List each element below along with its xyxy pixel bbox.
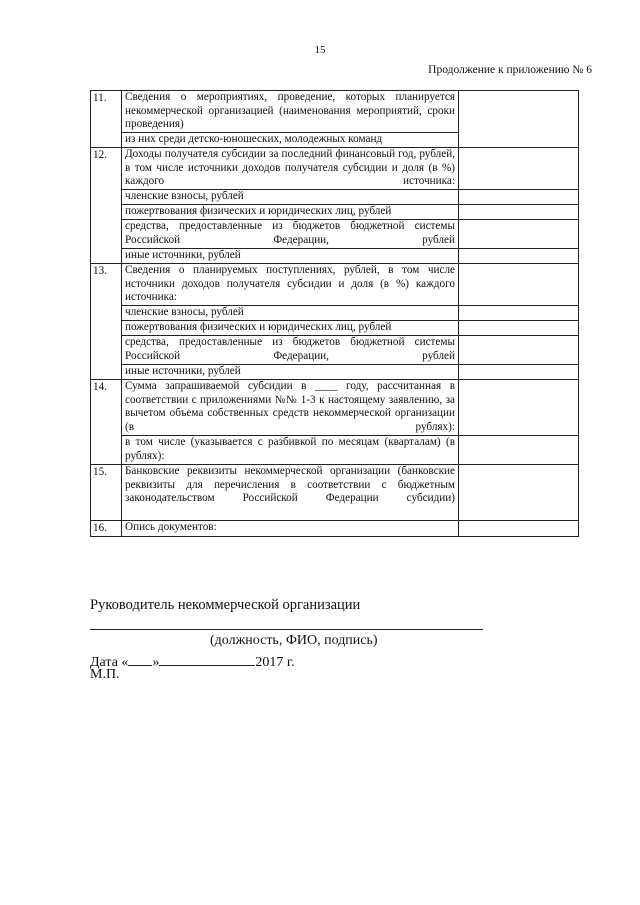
row-subitem: пожертвования физических и юридических лиц, рублей [122,205,459,220]
value-cell[interactable] [459,521,579,537]
row-number: 12. [91,148,122,264]
date-month-blank[interactable] [159,651,255,666]
page-number: 15 [314,44,326,56]
value-cell[interactable] [459,336,579,365]
date-prefix: Дата « [90,655,129,670]
row-subitem: средства, предоставленные из бюджетов бюджетной системы Российской Федерации, рублей [122,220,459,249]
row-subitem: средства, предоставленные из бюджетов бюджетной системы Российской Федерации, рублей [122,336,459,365]
date-year: 2017 г. [255,655,295,670]
stamp-place: М.П. [90,667,120,682]
value-cell[interactable] [459,249,579,264]
table-row [91,465,579,521]
row-description: Сведения о планируемых поступлениях, рублей, в том числе источники доходов получателя субсидии и доля (в %) каждого источника: [122,264,459,306]
value-cell[interactable] [459,306,579,321]
row-description: Сведения о мероприятиях, проведение, которых планируется некоммерческой организацией (наименования мероприятий, сроки проведения) [122,91,459,133]
table-row [91,380,579,436]
row-number: 16. [91,521,122,537]
row-number: 15. [91,465,122,521]
row-description: Доходы получателя субсидии за последний финансовый год, рублей, в том числе источники доходов получателя субсидии и доля (в %) каждого источника: [122,148,459,190]
row-number: 11. [91,91,122,148]
signature-line[interactable] [90,629,483,630]
value-cell[interactable] [459,264,579,306]
table-row [91,321,579,336]
value-cell[interactable] [459,190,579,205]
row-number: 14. [91,380,122,465]
value-cell[interactable] [459,220,579,249]
table-row [91,365,579,380]
table-row [91,220,579,249]
value-cell[interactable] [459,91,579,148]
table-row [91,521,579,537]
row-subitem: членские взносы, рублей [122,190,459,205]
row-subitem: членские взносы, рублей [122,306,459,321]
row-description: Сумма запрашиваемой субсидии в ____ году, рассчитанная в соответствии с приложениями №№ 1-3 к настоящему заявлению, за вычетом объема собственных средств некоммерческой организации (в рублях): [122,380,459,436]
row-description: Опись документов: [122,521,459,537]
value-cell[interactable] [459,380,579,436]
table-row [91,306,579,321]
value-cell[interactable] [459,465,579,521]
row-number: 13. [91,264,122,380]
value-cell[interactable] [459,436,579,465]
value-cell[interactable] [459,365,579,380]
table-row [91,91,579,133]
row-subitem: иные источники, рублей [122,249,459,264]
table-row [91,190,579,205]
row-description: Банковские реквизиты некоммерческой организации (банковские реквизиты для перечисления в соответствии с бюджетным законодательством Российской Федерации субсидии) [122,465,459,521]
value-cell[interactable] [459,321,579,336]
appendix-continuation-note: Продолжение к приложению № 6 [428,64,592,76]
signature-hint: (должность, ФИО, подпись) [210,633,378,648]
value-cell[interactable] [459,148,579,190]
table-row [91,436,579,465]
application-form-table [90,90,579,537]
value-cell[interactable] [459,205,579,220]
table-row [91,264,579,306]
table-row [91,336,579,365]
table-row [91,205,579,220]
table-row [91,148,579,190]
row-subitem: из них среди детско-юношеских, молодежных команд [122,133,459,148]
row-subitem: пожертвования физических и юридических лиц, рублей [122,321,459,336]
date-mid: » [152,655,160,670]
table-row [91,249,579,264]
row-subitem: в том числе (указывается с разбивкой по месяцам (кварталам) (в рублях): [122,436,459,465]
date-day-blank[interactable] [128,651,152,666]
date-line [90,651,295,671]
signature-title: Руководитель некоммерческой организации [90,597,361,613]
row-subitem: иные источники, рублей [122,365,459,380]
